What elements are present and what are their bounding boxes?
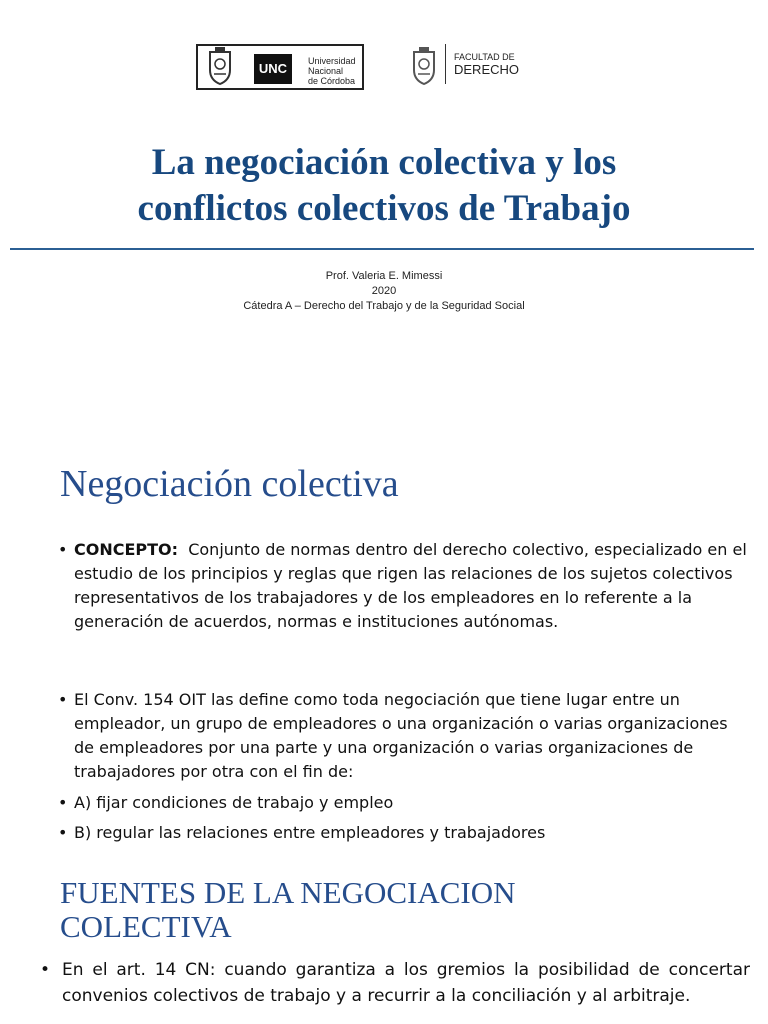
bullet-icon: • — [58, 540, 68, 559]
course: Cátedra A – Derecho del Trabajo y de la Seguridad Social — [243, 300, 525, 312]
art14-bullet — [40, 957, 750, 1009]
concept-text: Conjunto de normas dentro del derecho colectivo, especializado en el estudio de los principios y reglas que rigen las relaciones de los sujetos colectivos representativos de los trabajadores y de los empleadores en lo referente a la generación de acuerdos, normas e instituciones autónomas. — [74, 540, 747, 631]
concept-bullet — [58, 538, 748, 634]
art14-text: En el art. 14 CN: cuando garantiza a los gremios la posibilidad de concertar convenios colectivos de trabajo y a recurrir a la conciliación y al arbitraje. — [62, 960, 750, 1006]
convention-bullet — [58, 688, 748, 784]
bullet-icon: • — [58, 793, 68, 812]
author: Prof. Valeria E. Mimessi — [325, 270, 443, 282]
item-a-text: A) fijar condiciones de trabajo y empleo — [74, 793, 394, 812]
faculty-logo-text: FACULTAD DE DERECHO — [454, 52, 520, 77]
unc-name: Universidad Nacional de Córdoba — [308, 56, 356, 86]
title-divider — [10, 248, 754, 250]
unc-mark: UNC — [254, 54, 292, 84]
item-b-bullet — [58, 821, 748, 845]
content-slide — [0, 420, 768, 1024]
convention-text: El Conv. 154 OIT las define como toda negociación que tiene lugar entre un empleador, un grupo de empleadores o una organización o varias organizaciones de empleadores por una parte y una organización o varias organizaciones de trabajadores por otra con el fin de: — [74, 690, 728, 781]
logo-row — [0, 38, 768, 94]
section-heading: Negociación colectiva — [60, 463, 399, 505]
item-b-text: B) regular las relaciones entre empleadores y trabajadores — [74, 823, 546, 842]
bullet-icon: • — [58, 690, 68, 709]
main-title: La negociación colectiva y los conflictos colectivos de Trabajo — [137, 142, 631, 229]
unc-logo — [196, 44, 364, 90]
logo-divider — [445, 44, 446, 84]
bullet-icon: • — [40, 960, 51, 980]
concept-label: CONCEPTO: — [74, 540, 179, 559]
bullet-icon: • — [58, 823, 68, 842]
faculty-shield-icon — [410, 46, 438, 86]
year: 2020 — [371, 285, 397, 297]
title-slide — [0, 0, 768, 420]
item-a-bullet — [58, 791, 748, 815]
byline — [0, 269, 768, 314]
fuentes-heading: FUENTES DE LA NEGOCIACION COLECTIVA — [60, 875, 516, 944]
